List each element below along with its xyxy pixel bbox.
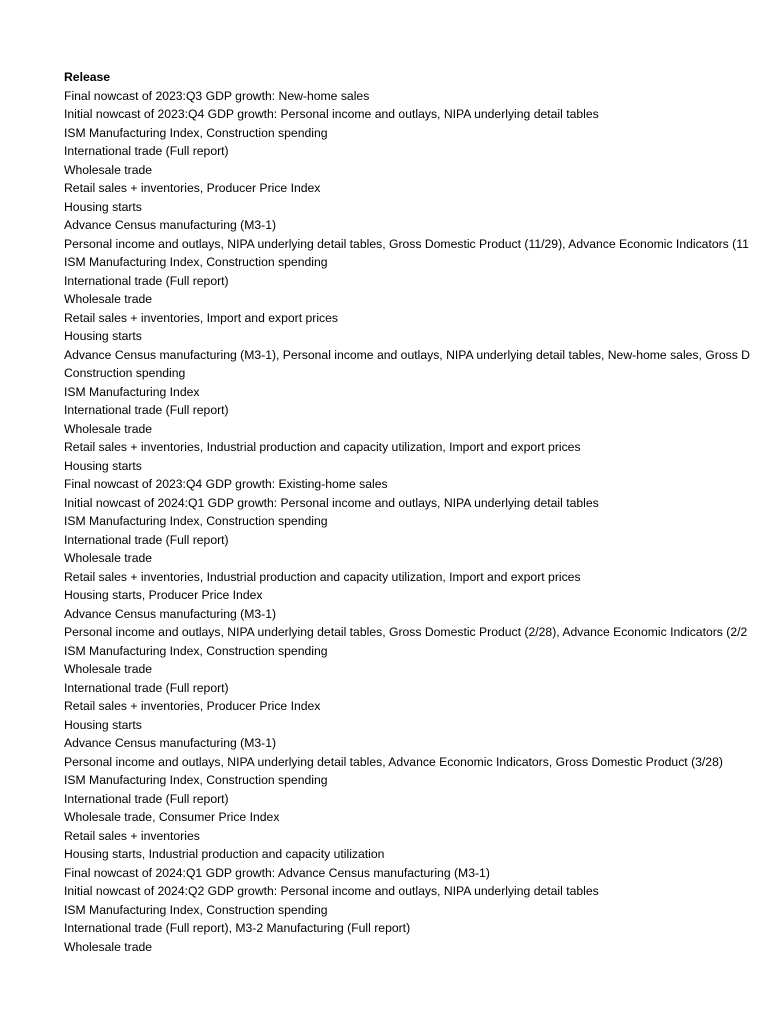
release-row: International trade (Full report) [64,791,229,806]
release-row: Final nowcast of 2024:Q1 GDP growth: Advance Census manufacturing (M3-1) [64,865,490,880]
release-row: Wholesale trade [64,292,153,306]
column-header-release: Release [64,70,111,84]
release-row: Wholesale trade [64,162,153,177]
release-row: ISM Manufacturing Index, Construction spending [64,902,328,917]
release-row: Initial nowcast of 2023:Q4 GDP growth: Personal income and outlays, NIPA underlying detail tables [64,107,599,121]
release-row: Housing starts [64,329,142,343]
release-row: International trade (Full report) [64,680,229,695]
spreadsheet-column [64,68,768,956]
release-row: Advance Census manufacturing (M3-1) [64,218,277,232]
release-row: ISM Manufacturing Index, Construction spending [64,255,328,269]
release-row: Housing starts, Industrial production and capacity utilization [64,847,385,861]
release-row: Housing starts [64,717,142,732]
release-row: Personal income and outlays, NIPA underlying detail tables, Advance Economic Indicators, Gross Domestic Product (3/28) [64,754,723,769]
release-row: International trade (Full report) [64,144,229,158]
release-row: Initial nowcast of 2024:Q2 GDP growth: Personal income and outlays, NIPA underlying detail tables [64,884,599,898]
release-row: Construction spending [64,366,186,380]
release-row: Initial nowcast of 2024:Q1 GDP growth: Personal income and outlays, NIPA underlying detail tables [64,495,599,510]
release-row: Final nowcast of 2023:Q3 GDP growth: New-home sales [64,88,370,103]
release-row: ISM Manufacturing Index [64,384,200,399]
release-row: Retail sales + inventories, Industrial production and capacity utilization, Import and export prices [64,440,581,454]
release-row: Retail sales + inventories, Industrial production and capacity utilization, Import and export prices [64,569,581,584]
release-row: International trade (Full report), M3-2 Manufacturing (Full report) [64,921,411,935]
release-row: Housing starts [64,458,142,473]
release-row: Retail sales + inventories [64,828,200,843]
release-row: Housing starts, Producer Price Index [64,588,263,602]
release-row: Personal income and outlays, NIPA underlying detail tables, Gross Domestic Product (11/29), Advance Economic Indicators (11 [64,236,749,251]
release-list [64,87,768,957]
release-row: International trade (Full report) [64,532,229,547]
release-row: Retail sales + inventories, Producer Price Index [64,181,321,195]
release-row: ISM Manufacturing Index, Construction spending [64,643,328,658]
release-row: Final nowcast of 2023:Q4 GDP growth: Existing-home sales [64,477,388,491]
release-row: Wholesale trade [64,551,153,565]
release-row: Wholesale trade, Consumer Price Index [64,810,280,824]
release-row: Advance Census manufacturing (M3-1) [64,606,277,621]
release-row: ISM Manufacturing Index, Construction spending [64,125,328,140]
release-row: Advance Census manufacturing (M3-1), Personal income and outlays, NIPA underlying detail tables, New-home sales, Gross D [64,347,750,362]
release-row: ISM Manufacturing Index, Construction spending [64,514,328,528]
release-row: Retail sales + inventories, Import and export prices [64,310,339,325]
release-row: International trade (Full report) [64,403,229,417]
release-row: Wholesale trade [64,421,153,436]
release-row: Advance Census manufacturing (M3-1) [64,736,277,750]
release-row: Retail sales + inventories, Producer Price Index [64,699,321,713]
release-row: Wholesale trade [64,939,153,954]
release-row: International trade (Full report) [64,273,229,288]
release-row: ISM Manufacturing Index, Construction spending [64,773,328,787]
release-row: Housing starts [64,199,142,214]
release-row: Wholesale trade [64,662,153,676]
release-row: Personal income and outlays, NIPA underlying detail tables, Gross Domestic Product (2/28), Advance Economic Indicators (2/2 [64,625,748,639]
